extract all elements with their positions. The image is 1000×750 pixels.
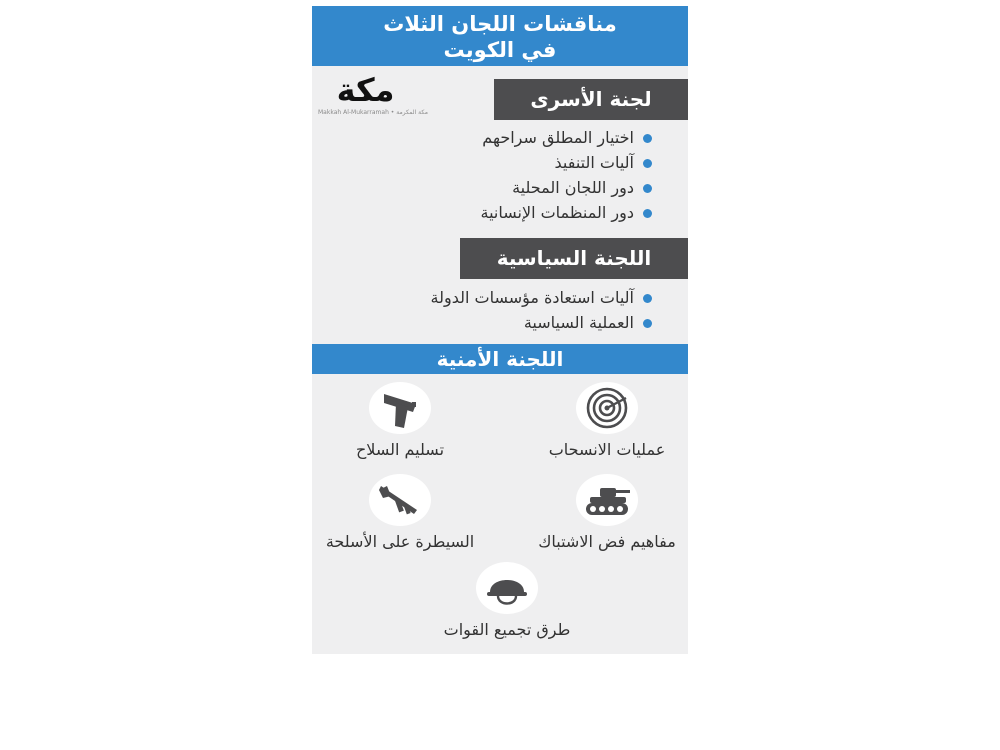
family-committee-heading: لجنة الأسرى (494, 79, 688, 120)
title-line-2: في الكويت (443, 38, 557, 62)
list-item: دور اللجان المحلية (481, 175, 653, 200)
list-item: العملية السياسية (431, 310, 652, 335)
title-line-1: مناقشات اللجان الثلاث (383, 12, 617, 36)
bullet-icon (643, 159, 652, 168)
bullet-icon (643, 209, 652, 218)
list-item: اختيار المطلق سراحهم (481, 125, 653, 150)
political-committee-list (431, 285, 652, 335)
infographic-panel (312, 6, 688, 654)
logo-text: مكة (336, 71, 395, 109)
title-banner (312, 6, 688, 66)
list-item: آليات استعادة مؤسسات الدولة (431, 285, 652, 310)
bullet-icon (643, 319, 652, 328)
tank-icon (576, 474, 638, 526)
pistol-icon (369, 382, 431, 434)
bullet-icon (643, 184, 652, 193)
weapons-handover-label: تسليم السلاح (355, 440, 445, 459)
helmet-icon (476, 562, 538, 614)
list-item: آليات التنفيذ (481, 150, 653, 175)
withdrawal-label: عمليات الانسحاب (548, 440, 666, 459)
forces-assembly-label: طرق تجميع القوات (443, 620, 571, 639)
arms-control-label: السيطرة على الأسلحة (325, 532, 475, 551)
list-item: دور المنظمات الإنسانية (481, 200, 653, 225)
disengagement-label: مفاهيم فض الاشتباك (538, 532, 676, 551)
security-committee-heading: اللجنة الأمنية (312, 344, 688, 374)
target-icon (576, 382, 638, 434)
logo-subtitle: Makkah Al-Mukarramah • مكة المكرمة (318, 109, 428, 116)
bullet-icon (643, 294, 652, 303)
family-committee-list (481, 125, 653, 225)
rifle-icon (369, 474, 431, 526)
logo (318, 71, 428, 117)
bullet-icon (643, 134, 652, 143)
political-committee-heading: اللجنة السياسية (460, 238, 688, 279)
